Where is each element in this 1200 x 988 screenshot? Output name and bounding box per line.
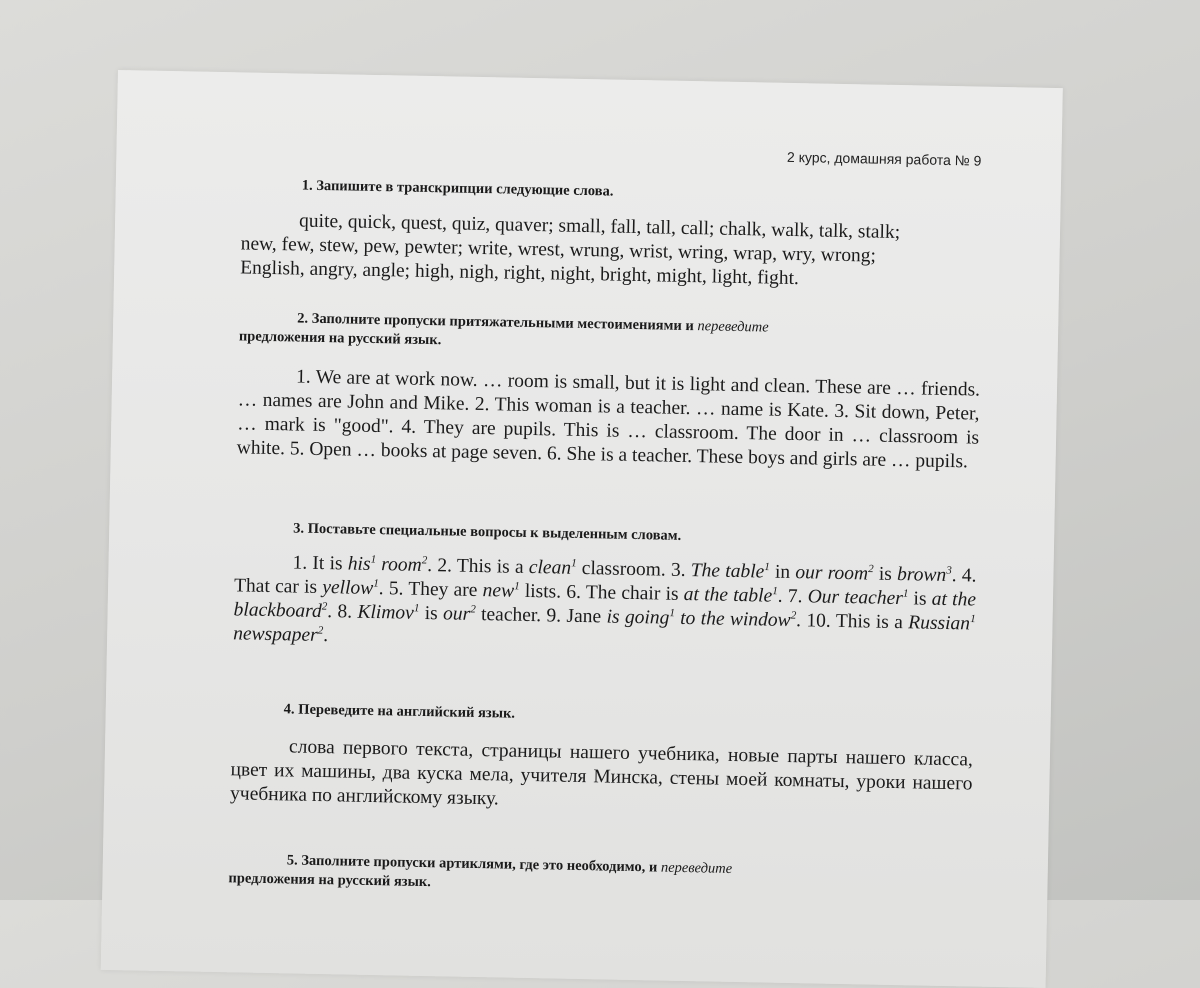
- highlighted-phrase: clean: [529, 557, 572, 579]
- sentence-text: . 5. They are: [379, 578, 483, 601]
- word-index-marker: 2: [868, 563, 874, 575]
- sentence-text: . 8.: [327, 601, 358, 623]
- highlighted-phrase: Klimov: [357, 602, 414, 624]
- word-index-marker: 1: [373, 577, 379, 589]
- sentence-text: is: [873, 564, 897, 585]
- word-index-marker: 1: [669, 607, 675, 619]
- highlighted-phrase: newspaper: [233, 623, 318, 646]
- sentence-text: lists. 6. The chair is: [519, 581, 684, 605]
- task5-heading-italic: переведите: [661, 860, 733, 877]
- highlighted-phrase: room: [381, 554, 422, 576]
- sentence-text: classroom. 3.: [576, 558, 691, 581]
- word-index-marker: 1: [571, 557, 577, 569]
- highlighted-phrase: is going: [606, 606, 669, 628]
- highlighted-phrase: at the table: [684, 584, 773, 607]
- task5-heading-bold: 5. Заполните пропуски артиклями, где это необходимо, и: [229, 851, 658, 875]
- highlighted-phrase: our room: [795, 562, 868, 584]
- word-index-marker: 1: [970, 613, 976, 625]
- sentence-text: . 4. That car is: [234, 565, 977, 598]
- word-index-marker: 2: [422, 554, 428, 566]
- task3-body: [233, 550, 977, 660]
- task2-body: 1. We are at work now. … room is small, but it is light and clean. These are … friends. … names are John and Mike. 2. This woman is a teacher. … name is Kate. 3. Sit down, Peter, … mark is "good". 4. They are pupils. This is … classroom. The door in … classroom is white. 5. Open … books at page seven. 6. She is a teacher. These boys and girls are … pupils.: [237, 364, 981, 474]
- task5-heading: [228, 850, 971, 902]
- word-index-marker: 2: [791, 610, 797, 622]
- sentence-text: is: [419, 603, 443, 624]
- task2-heading-bold: 2. Заполните пропуски притяжательными местоимениями и: [239, 309, 694, 334]
- word-index-marker: 1: [371, 553, 377, 565]
- word-index-marker: 1: [514, 580, 520, 592]
- task2-heading: [239, 308, 982, 360]
- sentence-text: . 7.: [778, 586, 808, 608]
- highlighted-phrase: new: [482, 580, 514, 602]
- word-index-marker: 2: [470, 603, 476, 615]
- task5-heading-bold2: предложения на русский язык.: [228, 869, 970, 902]
- homework-sheet: [101, 70, 1063, 988]
- course-note: 2 курс, домашняя работа № 9: [787, 149, 982, 169]
- task1-heading: 1. Запишите в транскрипции следующие слова.: [302, 177, 614, 202]
- word-index-marker: 2: [318, 624, 324, 636]
- task1-line-3: English, angry, angle; high, nigh, right, night, bright, might, light, fight.: [240, 256, 982, 294]
- task4-body: слова первого текста, страницы нашего учебника, новые парты нашего класса, цвет их машины, два куска мела, учителя Минска, стены моей комнаты, уроки нашего учебника по английскому языку.: [230, 734, 973, 820]
- task1-body: [240, 208, 983, 294]
- sentence-text: . 10. This is a: [796, 610, 909, 633]
- highlighted-phrase: Russian: [908, 612, 970, 634]
- highlighted-phrase: to the window: [675, 608, 791, 631]
- sentence-text: is: [908, 588, 932, 609]
- task2-heading-bold2: предложения на русский язык.: [239, 327, 981, 360]
- sentence-text: . 2. This is a: [427, 555, 529, 578]
- highlighted-phrase: brown: [897, 564, 947, 586]
- word-index-marker: 3: [946, 564, 952, 576]
- task4-heading: 4. Переведите на английский язык.: [284, 700, 516, 723]
- highlighted-phrase: Our teacher: [807, 586, 903, 609]
- word-index-marker: 1: [764, 561, 770, 573]
- sentence-text: teacher. 9. Jane: [475, 604, 606, 628]
- word-index-marker: 1: [414, 602, 420, 614]
- task2-heading-italic: переведите: [697, 318, 769, 335]
- task1-line-1: quite, quick, quest, quiz, quaver; small, fall, tall, call; chalk, walk, talk, stalk;: [241, 208, 983, 246]
- task1-line-2: new, few, stew, pew, pewter; write, wrest, wrung, wrist, wring, wrap, wry, wrong;: [240, 232, 982, 270]
- word-index-marker: 1: [903, 588, 909, 600]
- highlighted-phrase: yellow: [322, 577, 373, 599]
- word-index-marker: 1: [772, 585, 778, 597]
- sentence-text: .: [323, 625, 328, 646]
- sentence-text: 1. It is: [292, 552, 348, 574]
- highlighted-phrase: The table: [691, 560, 765, 582]
- word-index-marker: 2: [322, 601, 328, 613]
- highlighted-phrase: our: [443, 603, 470, 625]
- highlighted-phrase: his: [348, 554, 371, 575]
- task3-heading: 3. Поставьте специальные вопросы к выделенным словам.: [293, 519, 681, 545]
- highlighted-phrase: at the blackboard: [233, 589, 976, 622]
- sentence-text: in: [770, 562, 796, 583]
